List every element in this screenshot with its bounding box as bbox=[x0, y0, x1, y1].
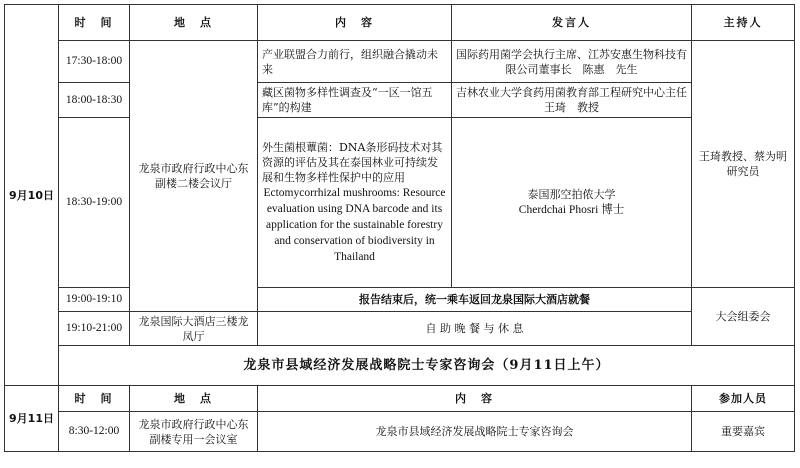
content-cell bbox=[258, 118, 452, 288]
time-cell: 17:30-18:00 bbox=[59, 41, 130, 83]
content-cell: 龙泉市县域经济发展战略院士专家咨询会 bbox=[258, 412, 692, 452]
speaker-name: Cherdchai Phosri 博士 bbox=[518, 204, 625, 216]
time-cell: 18:30-19:00 bbox=[59, 118, 130, 288]
content-cell: 自 助 晚 餐 与 休 息 bbox=[258, 312, 692, 346]
table-row bbox=[5, 118, 795, 288]
content-cell: 产业联盟合力前行，组织融合撬动未来 bbox=[258, 41, 452, 83]
place-cell-main: 龙泉市政府行政中心东副楼二楼会议厅 bbox=[130, 41, 258, 312]
speaker-org: 泰国那空拍侬大学 bbox=[527, 188, 616, 201]
speaker-cell: 国际药用菌学会执行主席、江苏安惠生物科技有限公司董事长 陈惠 先生 bbox=[452, 41, 692, 83]
participants-cell: 重要嘉宾 bbox=[692, 412, 795, 452]
table-row bbox=[5, 312, 795, 346]
speaker-cell: 吉林农业大学食药用菌教育部工程研究中心主任 王琦 教授 bbox=[452, 83, 692, 118]
time-header: 时 间 bbox=[59, 386, 130, 412]
table-row bbox=[5, 83, 795, 118]
place-cell: 龙泉市政府行政中心东副楼专用一会议室 bbox=[130, 412, 258, 452]
content-cn: 外生菌根蕈菌：DNA条形码技术对其资源的评估及其在泰国林业可持续发展和生物多样性保护中的应用 bbox=[262, 141, 443, 184]
host-header: 主持人 bbox=[692, 5, 795, 41]
day2-date-cell: 9月11日 bbox=[5, 386, 59, 452]
table-row bbox=[5, 412, 795, 452]
table-row bbox=[5, 288, 795, 312]
day2-header-row bbox=[5, 386, 795, 412]
time-header: 时 间 bbox=[59, 5, 130, 41]
time-cell: 19:10-21:00 bbox=[59, 312, 130, 346]
speaker-header: 发言人 bbox=[452, 5, 692, 41]
content-cell: 藏区菌物多样性调查及“一区一馆五库”的构建 bbox=[258, 83, 452, 118]
table-row bbox=[5, 41, 795, 83]
place-header: 地 点 bbox=[130, 5, 258, 41]
section-banner: 龙泉市县域经济发展战略院士专家咨询会（9月11日上午） bbox=[59, 346, 795, 386]
host-cell-org: 大会组委会 bbox=[692, 288, 795, 346]
content-header: 内 容 bbox=[258, 386, 692, 412]
place-cell: 龙泉国际大酒店三楼龙凤厅 bbox=[130, 312, 258, 346]
content-en: Ectomycorrhizal mushrooms: Resource evaluation using DNA barcode and its application for the sustainable forestry and conservation of biodiversity in Thailand bbox=[263, 187, 446, 263]
notice-cell: 报告结束后，统一乘车返回龙泉国际大酒店就餐 bbox=[258, 288, 692, 312]
schedule-table bbox=[4, 4, 795, 452]
time-cell: 19:00-19:10 bbox=[59, 288, 130, 312]
host-cell-main: 王琦教授、蔡为明研究员 bbox=[692, 41, 795, 288]
content-header: 内 容 bbox=[258, 5, 452, 41]
place-header: 地 点 bbox=[130, 386, 258, 412]
day1-date-cell: 9月10日 bbox=[5, 5, 59, 386]
time-cell: 18:00-18:30 bbox=[59, 83, 130, 118]
day1-header-row bbox=[5, 5, 795, 41]
banner-row bbox=[5, 346, 795, 386]
speaker-cell bbox=[452, 118, 692, 288]
participants-header: 参加人员 bbox=[692, 386, 795, 412]
time-cell: 8:30-12:00 bbox=[59, 412, 130, 452]
